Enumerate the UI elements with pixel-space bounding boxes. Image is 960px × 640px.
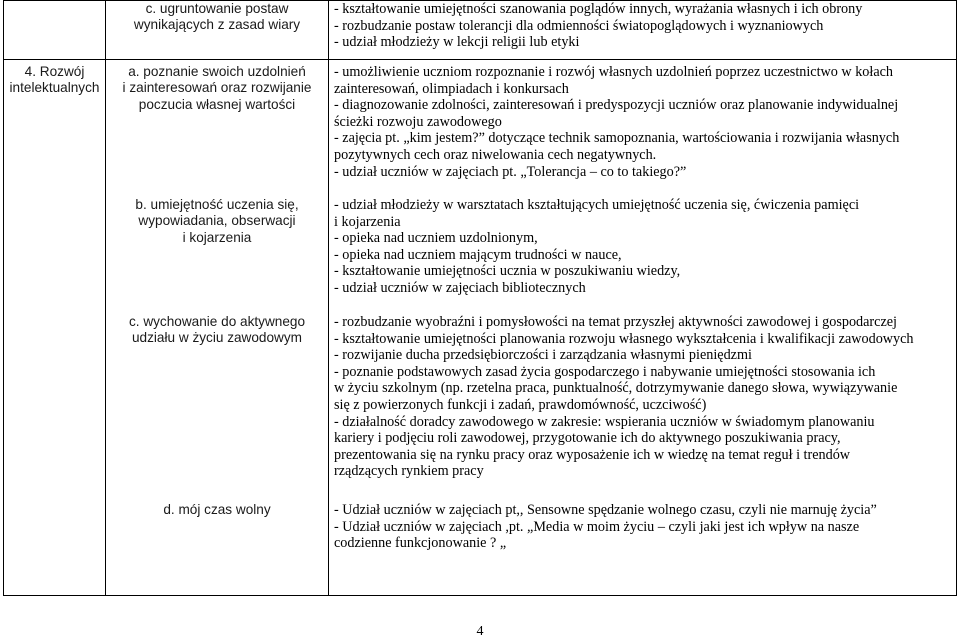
table-row <box>4 1 957 60</box>
actions-text-top: - kształtowanie umiejętności szanowania poglądów innych, wyrażania własnych i ich obrony - rozbudzanie postaw tolerancji dla odmienności światopoglądowych i wyznaniowych - udział młodzieży w lekcji religii lub etyki <box>334 1 863 51</box>
actions-c: - rozbudzanie wyobraźni i pomysłowości na temat przyszłej aktywności zawodowej i gospodarczej - kształtowanie umiejętności planowania rozwoju własnego wykształcenia i kwalifikacji zawodowych - rozwijanie ducha przedsiębiorczości i zarządzania własnymi pieniędzmi - poznanie podstawowych zasad życia gospodarczego i nabywanie umiejętności stosowania ich w życiu szkolnym (np. rzetelna praca, punktualność, dotrzymywanie danego słowa, wywiązywanie się z powierzonych funkcji i zadań, prawdomówność, uczciwość) - działalność doradcy zawodowego w zakresie: wspierania uczniów w świadomym planowaniu kariery i podjęciu roli zawodowej, przygotowanie ich do aktywnego poszukiwania pracy, prezentowania się na rynku pracy oraz wyposażenie ich w wiedzę na temat reguł i trendów rządzących rynkiem pracy <box>334 314 914 480</box>
actions-b: - udział młodzieży w warsztatach kształtujących umiejętność uczenia się, ćwiczenia pamięci i kojarzenia - opieka nad uczniem uzdolnionym, - opieka nad uczniem mającym trudności w nauce, - kształtowanie umiejętności ucznia w poszukiwaniu wiedzy, - udział uczniów w zajęciach bibliotecznych <box>334 197 860 296</box>
education-plan-table <box>3 0 957 596</box>
goal-d: d. mój czas wolny <box>163 502 271 517</box>
actions-cell <box>329 1 957 60</box>
goal-b: b. umiejętność uczenia się, wypowiadania, obserwacji i kojarzenia <box>135 197 299 245</box>
goal-cell <box>106 1 329 60</box>
actions-a: - umożliwienie uczniom rozpoznanie i rozwój własnych uzdolnień poprzez uczestnictwo w kołach zainteresowań, olimpiadach i konkursach - diagnozowanie zdolności, zainteresowań i predyspozycji uczniów oraz planowanie indywidualnej ścieżki rozwoju zawodowego - zajęcia pt. „kim jestem?” dotyczące technik samopoznania, wartościowania i rozwijania własnych pozytywnych cech oraz niwelowania cech negatywnych. - udział uczniów w zajęciach pt. „Tolerancja – co to takiego?” <box>334 64 900 180</box>
area-label: 4. Rozwój intelektualnych <box>9 64 100 96</box>
goal-text-top: c. ugruntowanie postaw wynikających z zasad wiary <box>133 1 301 33</box>
goal-c: c. wychowanie do aktywnego udziału w życiu zawodowym <box>128 314 306 346</box>
area-cell-empty <box>4 1 106 60</box>
page-number: 4 <box>476 624 484 639</box>
goals-cell <box>106 60 329 596</box>
actions-cell-main <box>329 60 957 596</box>
actions-d: - Udział uczniów w zajęciach pt,, Sensowne spędzanie wolnego czasu, czyli nie marnuję życia” - Udział uczniów w zajęciach ,pt. „Media w moim życiu – czyli jaki jest ich wpływ na nasze codzienne funkcjonowanie ? „ <box>334 502 877 552</box>
goal-a: a. poznanie swoich uzdolnień i zainteresowań oraz rozwijanie poczucia własnej wartości <box>122 64 312 112</box>
table-row <box>4 60 957 596</box>
area-cell <box>4 60 106 596</box>
